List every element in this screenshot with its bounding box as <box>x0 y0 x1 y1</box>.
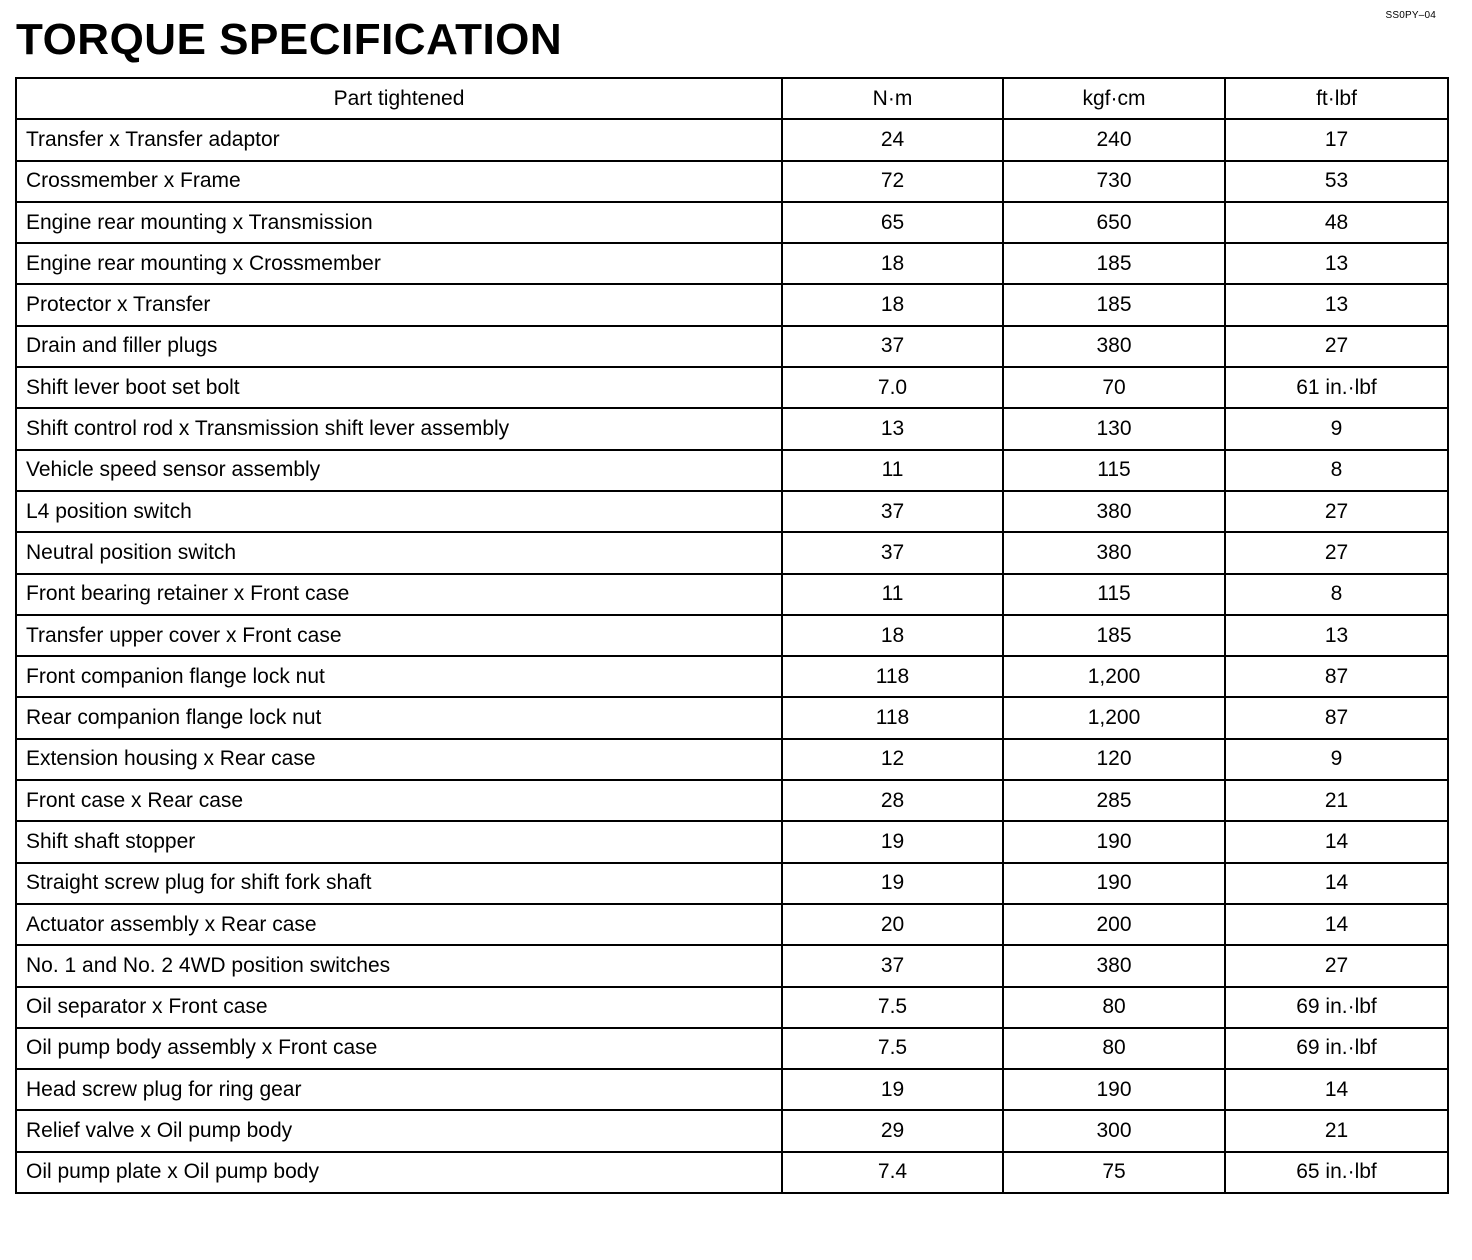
cell-nm: 72 <box>782 161 1003 202</box>
cell-part: Oil pump plate x Oil pump body <box>16 1152 782 1193</box>
cell-part: Transfer upper cover x Front case <box>16 615 782 656</box>
cell-nm: 11 <box>782 450 1003 491</box>
cell-part: Transfer x Transfer adaptor <box>16 119 782 160</box>
cell-ft-lbf: 27 <box>1225 532 1448 573</box>
cell-kgf-cm: 120 <box>1003 739 1225 780</box>
cell-part: Shift control rod x Transmission shift lever assembly <box>16 408 782 449</box>
cell-nm: 37 <box>782 532 1003 573</box>
table-row <box>16 532 1448 573</box>
cell-ft-lbf: 13 <box>1225 615 1448 656</box>
table-row <box>16 119 1448 160</box>
cell-kgf-cm: 300 <box>1003 1110 1225 1151</box>
cell-ft-lbf: 8 <box>1225 450 1448 491</box>
cell-kgf-cm: 185 <box>1003 284 1225 325</box>
cell-nm: 18 <box>782 284 1003 325</box>
cell-part: Oil separator x Front case <box>16 987 782 1028</box>
cell-ft-lbf: 69 in.·lbf <box>1225 1028 1448 1069</box>
document-code: SS0PY–04 <box>1385 10 1436 21</box>
cell-nm: 118 <box>782 656 1003 697</box>
cell-nm: 37 <box>782 326 1003 367</box>
cell-part: Front case x Rear case <box>16 780 782 821</box>
cell-nm: 65 <box>782 202 1003 243</box>
cell-part: Straight screw plug for shift fork shaft <box>16 863 782 904</box>
cell-kgf-cm: 190 <box>1003 821 1225 862</box>
cell-kgf-cm: 650 <box>1003 202 1225 243</box>
cell-ft-lbf: 14 <box>1225 904 1448 945</box>
cell-part: Front companion flange lock nut <box>16 656 782 697</box>
cell-part: Shift shaft stopper <box>16 821 782 862</box>
cell-ft-lbf: 14 <box>1225 863 1448 904</box>
cell-kgf-cm: 380 <box>1003 326 1225 367</box>
table-row <box>16 326 1448 367</box>
table-row <box>16 491 1448 532</box>
cell-ft-lbf: 48 <box>1225 202 1448 243</box>
cell-ft-lbf: 8 <box>1225 574 1448 615</box>
cell-part: Crossmember x Frame <box>16 161 782 202</box>
cell-kgf-cm: 380 <box>1003 532 1225 573</box>
cell-part: Protector x Transfer <box>16 284 782 325</box>
cell-part: Oil pump body assembly x Front case <box>16 1028 782 1069</box>
cell-nm: 18 <box>782 243 1003 284</box>
table-header-row <box>16 78 1448 119</box>
cell-ft-lbf: 13 <box>1225 284 1448 325</box>
cell-kgf-cm: 1,200 <box>1003 697 1225 738</box>
cell-part: Shift lever boot set bolt <box>16 367 782 408</box>
cell-ft-lbf: 14 <box>1225 821 1448 862</box>
cell-part: No. 1 and No. 2 4WD position switches <box>16 945 782 986</box>
cell-nm: 7.4 <box>782 1152 1003 1193</box>
table-row <box>16 739 1448 780</box>
cell-nm: 24 <box>782 119 1003 160</box>
cell-ft-lbf: 9 <box>1225 408 1448 449</box>
cell-nm: 11 <box>782 574 1003 615</box>
cell-kgf-cm: 380 <box>1003 945 1225 986</box>
cell-nm: 28 <box>782 780 1003 821</box>
cell-nm: 13 <box>782 408 1003 449</box>
table-row <box>16 161 1448 202</box>
cell-nm: 20 <box>782 904 1003 945</box>
table-row <box>16 780 1448 821</box>
cell-nm: 7.5 <box>782 1028 1003 1069</box>
cell-kgf-cm: 80 <box>1003 1028 1225 1069</box>
table-row <box>16 904 1448 945</box>
cell-nm: 7.0 <box>782 367 1003 408</box>
cell-kgf-cm: 1,200 <box>1003 656 1225 697</box>
cell-ft-lbf: 17 <box>1225 119 1448 160</box>
cell-ft-lbf: 27 <box>1225 326 1448 367</box>
header-ft-lbf: ft·lbf <box>1225 78 1448 119</box>
cell-part: L4 position switch <box>16 491 782 532</box>
cell-part: Neutral position switch <box>16 532 782 573</box>
cell-ft-lbf: 53 <box>1225 161 1448 202</box>
cell-kgf-cm: 185 <box>1003 615 1225 656</box>
cell-ft-lbf: 65 in.·lbf <box>1225 1152 1448 1193</box>
cell-kgf-cm: 115 <box>1003 574 1225 615</box>
header-nm: N·m <box>782 78 1003 119</box>
table-row <box>16 615 1448 656</box>
cell-part: Rear companion flange lock nut <box>16 697 782 738</box>
cell-kgf-cm: 240 <box>1003 119 1225 160</box>
table-row <box>16 367 1448 408</box>
torque-spec-table <box>15 77 1449 1194</box>
cell-kgf-cm: 285 <box>1003 780 1225 821</box>
table-row <box>16 202 1448 243</box>
table-row <box>16 697 1448 738</box>
cell-kgf-cm: 115 <box>1003 450 1225 491</box>
cell-nm: 19 <box>782 821 1003 862</box>
table-row <box>16 574 1448 615</box>
cell-kgf-cm: 75 <box>1003 1152 1225 1193</box>
cell-part: Front bearing retainer x Front case <box>16 574 782 615</box>
cell-kgf-cm: 70 <box>1003 367 1225 408</box>
cell-ft-lbf: 69 in.·lbf <box>1225 987 1448 1028</box>
cell-nm: 29 <box>782 1110 1003 1151</box>
cell-ft-lbf: 21 <box>1225 1110 1448 1151</box>
cell-kgf-cm: 190 <box>1003 863 1225 904</box>
table-row <box>16 450 1448 491</box>
cell-nm: 7.5 <box>782 987 1003 1028</box>
table-row <box>16 1110 1448 1151</box>
cell-nm: 37 <box>782 945 1003 986</box>
cell-nm: 19 <box>782 863 1003 904</box>
cell-kgf-cm: 200 <box>1003 904 1225 945</box>
cell-part: Actuator assembly x Rear case <box>16 904 782 945</box>
cell-ft-lbf: 61 in.·lbf <box>1225 367 1448 408</box>
header-kgf-cm: kgf·cm <box>1003 78 1225 119</box>
page-title: TORQUE SPECIFICATION <box>16 15 563 64</box>
cell-kgf-cm: 380 <box>1003 491 1225 532</box>
table-row <box>16 1028 1448 1069</box>
table-row <box>16 243 1448 284</box>
table-row <box>16 408 1448 449</box>
cell-part: Engine rear mounting x Crossmember <box>16 243 782 284</box>
cell-part: Vehicle speed sensor assembly <box>16 450 782 491</box>
cell-kgf-cm: 185 <box>1003 243 1225 284</box>
cell-kgf-cm: 190 <box>1003 1069 1225 1110</box>
table-row <box>16 821 1448 862</box>
cell-nm: 19 <box>782 1069 1003 1110</box>
cell-kgf-cm: 130 <box>1003 408 1225 449</box>
header-part-tightened: Part tightened <box>16 78 782 119</box>
cell-ft-lbf: 9 <box>1225 739 1448 780</box>
cell-ft-lbf: 27 <box>1225 491 1448 532</box>
cell-kgf-cm: 80 <box>1003 987 1225 1028</box>
cell-nm: 118 <box>782 697 1003 738</box>
table-row <box>16 1069 1448 1110</box>
cell-ft-lbf: 27 <box>1225 945 1448 986</box>
cell-nm: 18 <box>782 615 1003 656</box>
table-body <box>16 119 1448 1193</box>
cell-nm: 12 <box>782 739 1003 780</box>
cell-ft-lbf: 13 <box>1225 243 1448 284</box>
table-row <box>16 945 1448 986</box>
cell-part: Engine rear mounting x Transmission <box>16 202 782 243</box>
cell-ft-lbf: 21 <box>1225 780 1448 821</box>
table-row <box>16 987 1448 1028</box>
cell-part: Extension housing x Rear case <box>16 739 782 780</box>
cell-part: Head screw plug for ring gear <box>16 1069 782 1110</box>
table-row <box>16 1152 1448 1193</box>
table-row <box>16 284 1448 325</box>
cell-ft-lbf: 87 <box>1225 697 1448 738</box>
table-row <box>16 863 1448 904</box>
cell-kgf-cm: 730 <box>1003 161 1225 202</box>
cell-ft-lbf: 87 <box>1225 656 1448 697</box>
cell-part: Drain and filler plugs <box>16 326 782 367</box>
cell-part: Relief valve x Oil pump body <box>16 1110 782 1151</box>
table-row <box>16 656 1448 697</box>
cell-ft-lbf: 14 <box>1225 1069 1448 1110</box>
cell-nm: 37 <box>782 491 1003 532</box>
